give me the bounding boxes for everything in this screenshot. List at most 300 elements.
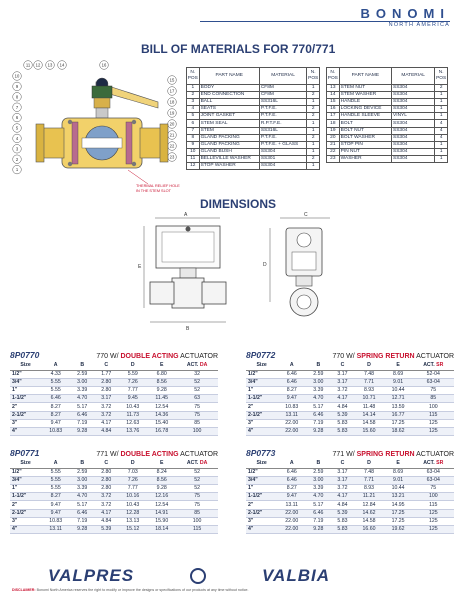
brand-rule	[200, 21, 450, 22]
bom-row	[327, 120, 448, 127]
bom-cell-qty: 1	[307, 127, 320, 134]
bom-header-material: MATERIAL	[392, 68, 435, 85]
table-cell: 3.72	[330, 485, 354, 493]
table-cell: 14.91	[147, 509, 176, 517]
table-cell: 5.83	[330, 428, 354, 436]
table-cell: 10.44	[384, 387, 413, 395]
bom-cell-npos: 17	[327, 113, 340, 120]
bom-cell-qty: 1	[307, 163, 320, 170]
table-cell: 8.56	[147, 476, 176, 484]
dim-label-b: B	[186, 326, 190, 332]
dimension-table-block	[10, 448, 218, 534]
table-cell: 10.71	[355, 395, 384, 403]
table-cell: 8.56	[147, 378, 176, 386]
bom-cell-npos: 6	[187, 120, 200, 127]
table-cell: 3"	[246, 419, 277, 427]
table-cell: 22.00	[277, 419, 306, 427]
bom-cell-material: SS304	[259, 148, 307, 155]
table-cell: 8.27	[277, 485, 306, 493]
table-cell: 3.17	[330, 468, 354, 476]
table-cell: 7.71	[355, 378, 384, 386]
table-cell: 8.93	[355, 485, 384, 493]
bom-cell-part: HANDLE SLEEVE	[339, 113, 391, 120]
bom-cell-npos: 23	[327, 155, 340, 162]
table-header: Size	[246, 460, 277, 468]
bom-cell-part: BOLT NUT	[339, 127, 391, 134]
bom-cell-part: SEATS	[199, 106, 259, 113]
table-cell: 7.03	[118, 468, 147, 476]
table-cell: 3.72	[94, 493, 118, 501]
table-cell: 1/2"	[10, 370, 41, 378]
table-cell: 5.55	[41, 468, 70, 476]
bom-cell-qty: 1	[435, 148, 448, 155]
table-cell: 14.36	[147, 411, 176, 419]
table-cell: 9.47	[277, 395, 306, 403]
table-header: B	[306, 460, 330, 468]
bom-cell-material: P.T.F.E.	[259, 113, 307, 120]
bom-cell-npos: 3	[187, 99, 200, 106]
bom-cell-material: R.P.T.F.E.	[259, 120, 307, 127]
bom-cell-part: GLAND BUSH	[199, 148, 259, 155]
table-cell: 3.00	[70, 476, 94, 484]
table-cell: 13.11	[277, 501, 306, 509]
callout-number: 12	[35, 62, 41, 68]
table-cell: 125	[413, 526, 454, 534]
bom-cell-part: GLAND PACKING	[199, 134, 259, 141]
table-row	[246, 411, 454, 419]
table-row	[246, 468, 454, 476]
table-cell: 3.72	[330, 387, 354, 395]
model-number: 8P0773	[246, 448, 276, 458]
disclaimer-label: DISCLAIMER:	[12, 588, 36, 592]
bom-cell-part: LOCKING DEVICE	[339, 106, 391, 113]
bom-table-left	[186, 67, 320, 170]
table-row	[10, 509, 218, 517]
table-cell: 2"	[10, 403, 41, 411]
table-cell: 5.17	[70, 501, 94, 509]
bom-cell-npos: 13	[327, 85, 340, 92]
bom-cell-material: SS304	[392, 120, 435, 127]
table-cell: 9.01	[384, 476, 413, 484]
table-cell: 4.17	[94, 419, 118, 427]
table-cell: 115	[413, 501, 454, 509]
bom-header-qty: N. POS	[307, 68, 320, 85]
table-cell: 9.28	[306, 526, 330, 534]
table-cell: 125	[413, 509, 454, 517]
bom-cell-qty: 4	[435, 127, 448, 134]
table-cell: 12.84	[355, 501, 384, 509]
table-cell: 3.00	[306, 476, 330, 484]
table-cell: 2.80	[94, 476, 118, 484]
thermal-relief-note: THERMAL RELIEF HOLE IN THE STEM SLOT	[136, 184, 180, 193]
table-header: B	[70, 460, 94, 468]
callout-number: 4	[15, 136, 19, 141]
bom-cell-qty: 1	[435, 141, 448, 148]
callout-number: 14	[59, 62, 65, 68]
table-cell: 3"	[246, 517, 277, 525]
table-cell: 4.17	[94, 509, 118, 517]
table-cell: 3.17	[330, 476, 354, 484]
bom-cell-part: BODY	[199, 85, 259, 92]
bom-cell-npos: 21	[327, 141, 340, 148]
bom-cell-npos: 4	[187, 106, 200, 113]
table-header: E	[147, 362, 176, 370]
callout-number: 1	[15, 167, 19, 173]
model-number: 8P0770	[10, 350, 40, 360]
bom-row	[187, 134, 320, 141]
table-row	[246, 476, 454, 484]
table-cell: 2.59	[70, 370, 94, 378]
table-cell: 16.77	[384, 411, 413, 419]
table-row	[10, 395, 218, 403]
table-cell: 10.83	[41, 428, 70, 436]
table-cell: 5.39	[330, 509, 354, 517]
actuator-type: SPRING RETURN	[356, 451, 415, 458]
dimension-table-block	[246, 448, 454, 534]
table-cell: 4.70	[306, 395, 330, 403]
table-cell: 5.59	[118, 370, 147, 378]
bom-cell-npos: 19	[327, 127, 340, 134]
table-cell: 2-1/2"	[10, 411, 41, 419]
table-cell: 52	[176, 378, 218, 386]
table-cell: 6.46	[306, 509, 330, 517]
bom-cell-npos: 10	[187, 148, 200, 155]
table-cell: 12.16	[147, 493, 176, 501]
bom-cell-qty: 4	[435, 120, 448, 127]
bom-cell-part: STEM	[199, 127, 259, 134]
bom-cell-qty: 1	[435, 113, 448, 120]
table-cell: 5.39	[330, 411, 354, 419]
dimensions-title: DIMENSIONS	[200, 197, 277, 211]
bom-cell-qty: 1	[435, 99, 448, 106]
brand-logo	[361, 6, 450, 28]
bom-row	[187, 120, 320, 127]
bom-cell-qty: 1	[307, 120, 320, 127]
table-cell: 11.73	[118, 411, 147, 419]
actuator-suffix: ACTUATOR	[416, 451, 454, 458]
bom-row	[187, 163, 320, 170]
bom-cell-qty: 2	[307, 106, 320, 113]
table-cell: 2.80	[94, 468, 118, 476]
bom-row	[187, 85, 320, 92]
bom-cell-npos: 18	[327, 120, 340, 127]
bom-cell-material: SS301	[259, 155, 307, 162]
callout-number: 8	[15, 94, 19, 100]
table-header: B	[70, 362, 94, 370]
bom-row	[187, 148, 320, 155]
table-cell: 3/4"	[10, 378, 41, 386]
table-cell: 7.48	[355, 468, 384, 476]
table-cell: 1"	[10, 387, 41, 395]
bom-cell-material: VINYL	[392, 113, 435, 120]
table-cell: 13.59	[384, 403, 413, 411]
table-cell: 85	[176, 419, 218, 427]
table-cell: 63-04	[413, 468, 454, 476]
table-cell: 8.27	[41, 411, 70, 419]
table-row	[10, 501, 218, 509]
table-row	[10, 428, 218, 436]
table-cell: 17.25	[384, 509, 413, 517]
table-cell: 125	[413, 517, 454, 525]
callout-number: 15	[169, 77, 175, 83]
table-cell: 12.63	[118, 419, 147, 427]
table-cell: 13.11	[41, 526, 70, 534]
table-cell: 115	[413, 411, 454, 419]
bom-cell-part: JOINT GASKET	[199, 113, 259, 120]
bom-cell-part: STEM NUT	[339, 85, 391, 92]
table-cell: 1-1/2"	[10, 395, 41, 403]
table-header: C	[94, 362, 118, 370]
bom-cell-material: SS304	[392, 141, 435, 148]
bom-cell-part: END CONNECTION	[199, 92, 259, 99]
bom-cell-qty: 1	[307, 148, 320, 155]
bom-cell-npos: 7	[187, 127, 200, 134]
table-cell: 3.17	[330, 378, 354, 386]
table-cell: 4"	[10, 428, 41, 436]
brand-name: BONOMI	[360, 6, 450, 21]
table-cell: 4.17	[330, 395, 354, 403]
table-cell: 75	[413, 387, 454, 395]
table-header: A	[41, 362, 70, 370]
bom-cell-material: P.T.F.E.	[259, 134, 307, 141]
table-cell: 1-1/2"	[246, 493, 277, 501]
table-cell: 10.44	[384, 485, 413, 493]
table-row	[246, 501, 454, 509]
bom-row	[327, 92, 448, 99]
table-cell: 100	[413, 403, 454, 411]
bom-cell-npos: 5	[187, 113, 200, 120]
table-cell: 5.17	[306, 403, 330, 411]
table-cell: 15.40	[147, 419, 176, 427]
valpres-logo: VALPRES	[48, 566, 135, 585]
table-cell: 18.62	[384, 428, 413, 436]
table-cell: 5.83	[330, 419, 354, 427]
bom-row	[187, 155, 320, 162]
actuator-label	[332, 451, 454, 458]
bom-cell-part: GLAND PACKING	[199, 141, 259, 148]
table-cell: 10.43	[118, 403, 147, 411]
bom-cell-qty: 1	[435, 155, 448, 162]
table-header: E	[384, 362, 413, 370]
dimension-table	[10, 460, 218, 534]
bom-cell-material: SS304	[392, 92, 435, 99]
bom-cell-part: BELLEVILLE WASHER	[199, 155, 259, 162]
table-header: A	[277, 460, 306, 468]
table-cell: 15.60	[355, 428, 384, 436]
table-cell: 115	[176, 526, 218, 534]
dimension-table-block	[246, 350, 454, 436]
table-header: A	[41, 460, 70, 468]
callout-number: 20	[169, 121, 175, 127]
table-header: Size	[246, 362, 277, 370]
bom-header-material: MATERIAL	[259, 68, 307, 85]
bom-cell-npos: 8	[187, 134, 200, 141]
bom-cell-qty: 2	[307, 92, 320, 99]
table-header: E	[147, 460, 176, 468]
table-cell: 8.69	[384, 468, 413, 476]
table-header: Size	[10, 460, 41, 468]
table-row	[246, 387, 454, 395]
bom-cell-qty: 1	[307, 141, 320, 148]
table-cell: 6.46	[70, 509, 94, 517]
bom-cell-npos: 2	[187, 92, 200, 99]
bom-row	[187, 113, 320, 120]
actuator-prefix: 771 W/	[332, 451, 355, 458]
table-row	[246, 509, 454, 517]
valbia-emblem-icon	[190, 568, 206, 584]
table-row	[10, 387, 218, 395]
table-cell: 3.39	[306, 387, 330, 395]
bom-row	[327, 106, 448, 113]
table-header-act: ACT. SR	[413, 460, 454, 468]
table-cell: 7.26	[118, 476, 147, 484]
table-cell: 63-04	[413, 378, 454, 386]
bom-header-npos: N. POS	[327, 68, 340, 85]
table-cell: 2.59	[306, 468, 330, 476]
table-row	[246, 395, 454, 403]
table-cell: 15.12	[118, 526, 147, 534]
table-row	[10, 526, 218, 534]
table-cell: 2-1/2"	[246, 411, 277, 419]
bom-cell-material: SS304	[392, 148, 435, 155]
table-cell: 6.46	[277, 476, 306, 484]
bom-cell-material: SS304	[392, 85, 435, 92]
actuator-suffix: ACTUATOR	[416, 353, 454, 360]
bom-title: BILL OF MATERIALS FOR 770/771	[141, 42, 336, 56]
model-number: 8P0772	[246, 350, 276, 360]
table-cell: 2-1/2"	[10, 509, 41, 517]
callout-number: 7	[15, 104, 19, 110]
table-cell: 14.58	[355, 419, 384, 427]
bom-cell-part: PIN NUT	[339, 148, 391, 155]
dim-label-e: E	[138, 264, 142, 270]
table-cell: 22.00	[277, 517, 306, 525]
table-cell: 2.59	[306, 370, 330, 378]
table-cell: 3.39	[70, 485, 94, 493]
table-row	[246, 526, 454, 534]
table-cell: 9.01	[384, 378, 413, 386]
table-cell: 6.46	[306, 411, 330, 419]
table-cell: 52	[176, 485, 218, 493]
table-cell: 4"	[10, 526, 41, 534]
bom-cell-material: SS304	[392, 99, 435, 106]
actuator-label	[332, 353, 454, 360]
dim-label-c: C	[304, 212, 308, 218]
table-cell: 52	[176, 468, 218, 476]
bom-cell-npos: 16	[327, 106, 340, 113]
table-row	[10, 370, 218, 378]
table-row	[246, 419, 454, 427]
callout-number: 5	[15, 125, 19, 131]
bom-row	[327, 113, 448, 120]
table-cell: 2"	[246, 403, 277, 411]
bom-row	[327, 148, 448, 155]
table-cell: 10.43	[118, 501, 147, 509]
bom-cell-material: SS304	[392, 134, 435, 141]
bom-row	[187, 127, 320, 134]
table-cell: 14.62	[355, 509, 384, 517]
bom-row	[327, 141, 448, 148]
bom-cell-qty: 1	[307, 85, 320, 92]
bom-cell-part: BALL	[199, 99, 259, 106]
model-number: 8P0771	[10, 448, 40, 458]
bom-header-qty: N. POS	[435, 68, 448, 85]
bom-cell-part: STOP PIN	[339, 141, 391, 148]
table-cell: 75	[176, 411, 218, 419]
table-cell: 13.76	[118, 428, 147, 436]
table-cell: 52	[176, 387, 218, 395]
table-cell: 9.47	[41, 501, 70, 509]
table-cell: 63	[176, 395, 218, 403]
table-row	[246, 517, 454, 525]
table-cell: 7.77	[118, 485, 147, 493]
table-cell: 8.27	[41, 403, 70, 411]
table-cell: 4"	[246, 428, 277, 436]
actuator-prefix: 771 W/	[96, 451, 119, 458]
table-cell: 2"	[10, 501, 41, 509]
table-cell: 3.72	[94, 501, 118, 509]
table-cell: 9.47	[41, 509, 70, 517]
callout-number: 10	[14, 73, 20, 79]
actuator-suffix: ACTUATOR	[180, 353, 218, 360]
bom-cell-part: BOLT	[339, 120, 391, 127]
table-cell: 18.14	[147, 526, 176, 534]
table-cell: 2"	[246, 501, 277, 509]
table-cell: 8.27	[41, 493, 70, 501]
table-row	[246, 403, 454, 411]
bom-cell-material: CF8M	[259, 85, 307, 92]
table-cell: 85	[176, 509, 218, 517]
table-cell: 4.84	[94, 517, 118, 525]
table-header: A	[277, 362, 306, 370]
bom-cell-material: CF8M	[259, 92, 307, 99]
table-cell: 52	[176, 476, 218, 484]
bom-row	[327, 85, 448, 92]
table-cell: 7.19	[70, 419, 94, 427]
table-row	[246, 428, 454, 436]
table-cell: 9.28	[147, 485, 176, 493]
table-cell: 16.60	[355, 526, 384, 534]
table-header-act: ACT. DA	[176, 362, 218, 370]
table-cell: 4.84	[94, 428, 118, 436]
callout-number: 21	[169, 132, 175, 138]
table-cell: 4.70	[70, 493, 94, 501]
table-cell: 3/4"	[246, 378, 277, 386]
table-cell: 4.70	[306, 493, 330, 501]
table-cell: 9.47	[41, 419, 70, 427]
table-cell: 7.19	[306, 419, 330, 427]
dimension-table	[246, 460, 454, 534]
table-header: E	[384, 460, 413, 468]
dim-label-a: A	[184, 212, 188, 218]
bom-cell-qty: 2	[307, 155, 320, 162]
table-cell: 52-04	[413, 370, 454, 378]
dimension-table	[246, 362, 454, 436]
callout-number: 6	[15, 115, 19, 121]
table-row	[10, 403, 218, 411]
bom-header-npos: N. POS	[187, 68, 200, 85]
bom-cell-qty: 2	[307, 113, 320, 120]
table-cell: 9.45	[118, 395, 147, 403]
table-cell: 9.28	[70, 428, 94, 436]
bom-row	[187, 92, 320, 99]
bom-cell-material: SS304	[392, 155, 435, 162]
table-cell: 6.46	[277, 378, 306, 386]
table-cell: 10.83	[41, 517, 70, 525]
table-cell: 1"	[10, 485, 41, 493]
bom-cell-npos: 11	[187, 155, 200, 162]
dimension-table-block	[10, 350, 218, 436]
